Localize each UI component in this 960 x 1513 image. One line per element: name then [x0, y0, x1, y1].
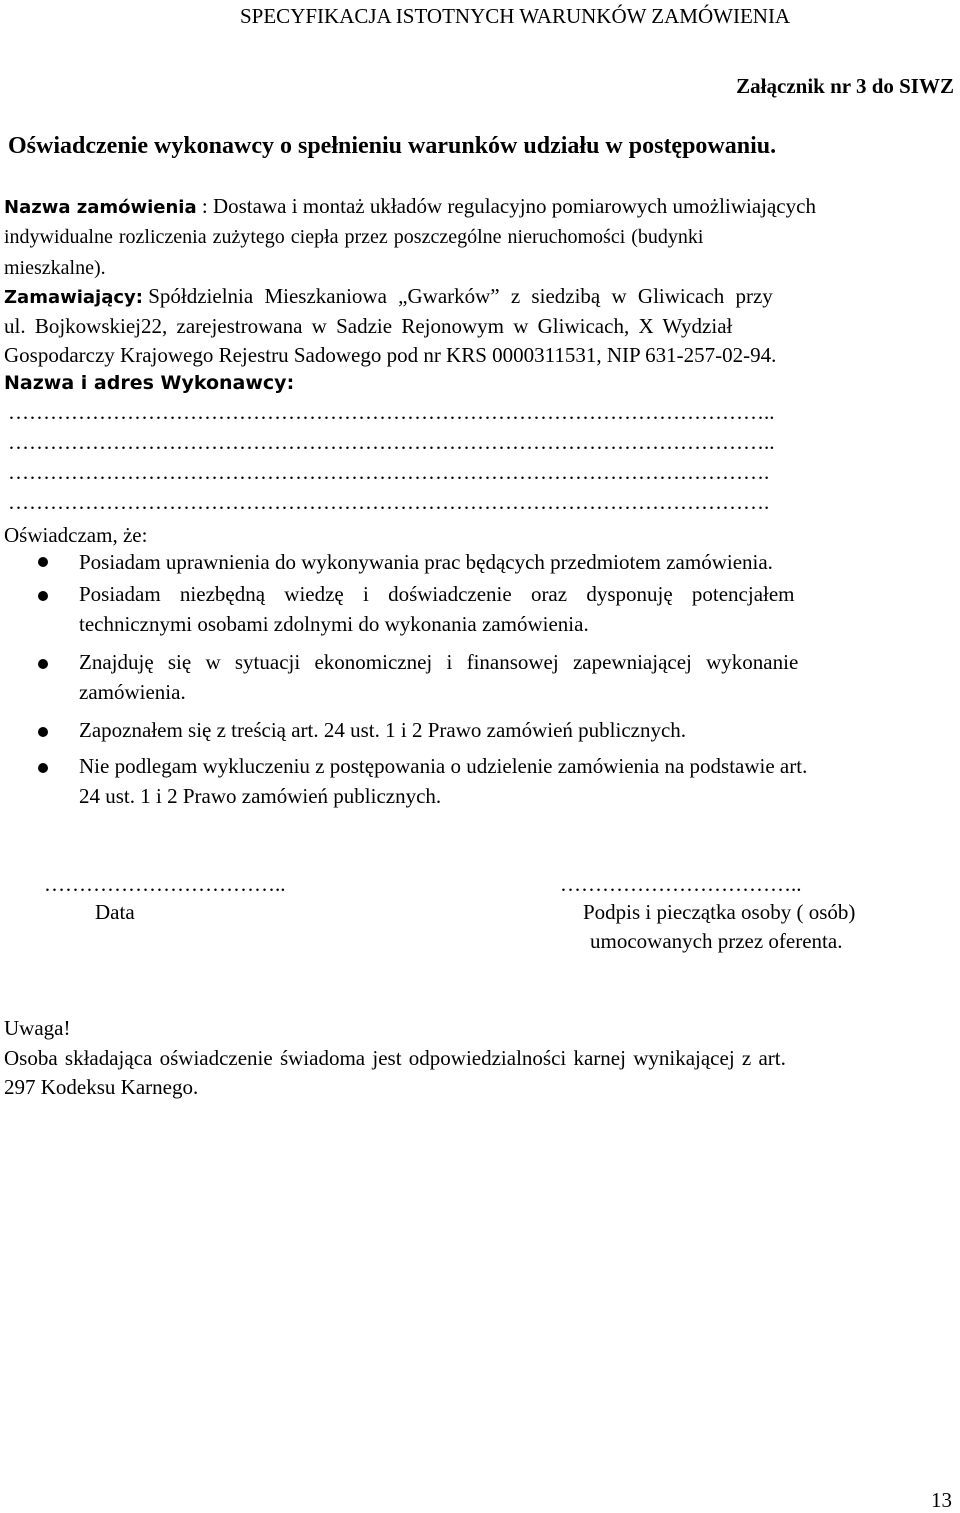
contractor-label: Nazwa i adres Wykonawcy:: [4, 372, 295, 394]
client-line-1: [4, 281, 954, 313]
declaration-item-3-line-2: zamówienia.: [79, 680, 186, 704]
date-dots[interactable]: ……………………………..: [44, 872, 286, 896]
client-text-2: ul. Bojkowskiej22, zarejestrowana w Sadzie Rejonowym w Gliwicach, X Wydział: [4, 314, 733, 338]
order-label: Nazwa zamówienia: [4, 197, 197, 218]
page-number: 13: [931, 1488, 952, 1512]
client-label: Zamawiający:: [4, 287, 143, 308]
note-line-1: [4, 1043, 954, 1073]
client-line-2: [4, 311, 954, 341]
document-title: Oświadczenie wykonawcy o spełnieniu warunków udziału w postępowaniu.: [8, 133, 777, 159]
declaration-item-2: [79, 578, 954, 641]
order-text-2: indywidualne rozliczenia zużytego ciepła przez poszczególne nieruchomości (budynki: [4, 226, 704, 248]
order-line-3: [4, 253, 954, 283]
declaration-item-4-line-1: Zapoznałem się z treścią art. 24 ust. 1 i 2 Prawo zamówień publicznych.: [79, 718, 687, 742]
order-line-1: [4, 191, 954, 223]
contractor-dots-1[interactable]: ………………………………………………………………………………………………..: [8, 400, 775, 424]
declaration-item-5-line-2: 24 ust. 1 i 2 Prawo zamówień publicznych.: [79, 784, 442, 808]
note-title: Uwaga!: [4, 1016, 71, 1040]
declaration-item-3-line-1: Znajduję się w sytuacji ekonomicznej i finansowej zapewniającej wykonanie: [79, 650, 799, 674]
bullet-icon: [38, 763, 48, 773]
annex-label: Załącznik nr 3 do SIWZ: [736, 74, 954, 98]
signature-label-1: Podpis i pieczątka osoby ( osób): [583, 900, 856, 924]
spec-header: SPECYFIKACJA ISTOTNYCH WARUNKÓW ZAMÓWIENIA: [240, 4, 791, 28]
declaration-item-5: [79, 750, 954, 813]
note-text-1: Osoba składająca oświadczenie świadoma jest odpowiedzialności karnej wynikającej z art.: [4, 1046, 786, 1070]
signature-dots[interactable]: ……………………………..: [560, 872, 802, 896]
bullet-icon: [38, 659, 48, 669]
client-text-1: Spółdzielnia Mieszkaniowa „Gwarków” z siedzibą w Gliwicach przy: [148, 284, 773, 308]
bullet-icon: [38, 591, 48, 601]
order-text-3: mieszkalne).: [4, 257, 106, 279]
declaration-item-2-line-1: Posiadam niezbędną wiedzę i doświadczenie oraz dysponuję potencjałem: [79, 582, 795, 606]
declaration-item-2-line-2: technicznymi osobami zdolnymi do wykonania zamówienia.: [79, 612, 589, 636]
client-text-3: Gospodarczy Krajowego Rejestru Sadowego pod nr KRS 0000311531, NIP 631-257-02-94.: [4, 343, 777, 367]
bullet-icon: [38, 557, 48, 567]
order-line-2: [4, 222, 954, 252]
signature-label-2: umocowanych przez oferenta.: [590, 929, 843, 953]
contractor-dots-2[interactable]: ………………………………………………………………………………………………..: [8, 430, 775, 454]
order-separator: :: [196, 194, 213, 218]
contractor-dots-4[interactable]: ……………………………………………………………………………………………….: [8, 490, 770, 514]
declaration-item-1-line-1: Posiadam uprawnienia do wykonywania prac będących przedmiotem zamówienia.: [79, 550, 773, 574]
bullet-icon: [38, 727, 48, 737]
declaration-item-5-line-1: Nie podlegam wykluczeniu z postępowania o udzielenie zamówienia na podstawie art.: [79, 754, 808, 778]
declaration-intro: Oświadczam, że:: [4, 523, 148, 547]
declaration-item-1: [79, 546, 954, 579]
contractor-dots-3[interactable]: ……………………………………………………………………………………………….: [8, 460, 770, 484]
note-line-2: 297 Kodeksu Karnego.: [4, 1075, 199, 1099]
declaration-item-4: [79, 714, 954, 747]
order-text-1: Dostawa i montaż układów regulacyjno pomiarowych umożliwiających: [212, 194, 816, 218]
date-label: Data: [95, 900, 135, 924]
declaration-item-3: [79, 646, 954, 709]
client-line-3: [4, 340, 954, 370]
